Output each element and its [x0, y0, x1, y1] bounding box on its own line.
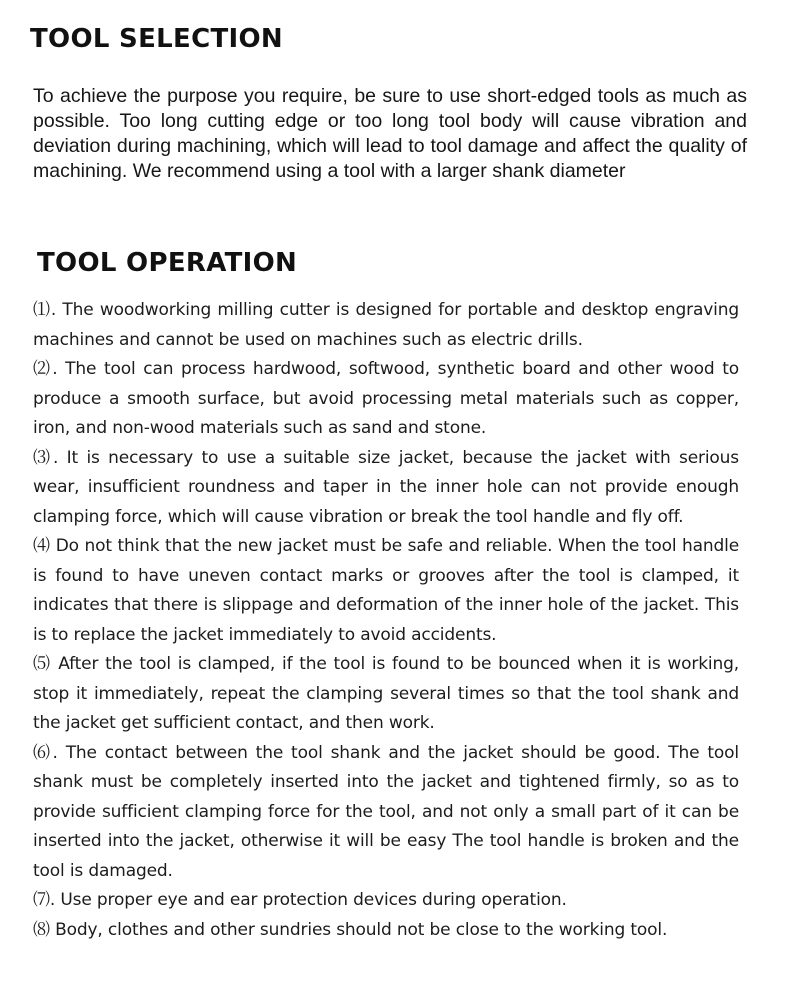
tool-operation-heading: TOOL OPERATION	[37, 248, 298, 278]
tool-selection-paragraph: To achieve the purpose you require, be sure to use short-edged tools as much as possible. Too long cutting edge or too long tool body will cause vibration and deviation during machining, which will lead to tool damage and affect the quality of machining. We recommend using a tool with a larger shank diameter	[33, 85, 747, 182]
tool-operation-list	[33, 296, 739, 945]
operation-item-1: ⑴. The woodworking milling cutter is designed for portable and desktop engraving machines and cannot be used on machines such as electric drills.	[33, 300, 739, 350]
operation-item-7: ⑺. Use proper eye and ear protection devices during operation.	[33, 890, 567, 910]
operation-item-4: ⑷ Do not think that the new jacket must be safe and reliable. When the tool handle is found to have uneven contact marks or grooves after the tool is clamped, it indicates that there is slippage and deformation of the inner hole of the jacket. This is to replace the jacket immediately to avoid accidents.	[33, 536, 739, 645]
operation-item-6: ⑹. The contact between the tool shank and the jacket should be good. The tool shank must be completely inserted into the jacket and tightened firmly, so as to provide sufficient clamping force for the tool, and not only a small part of it can be inserted into the jacket, otherwise it will be easy The tool handle is broken and the tool is damaged.	[33, 742, 739, 881]
operation-item-2: ⑵. The tool can process hardwood, softwood, synthetic board and other wood to produce a smooth surface, but avoid processing metal materials such as copper, iron, and non-wood materials such as sand and stone.	[33, 359, 739, 438]
operation-item-3: ⑶. It is necessary to use a suitable size jacket, because the jacket with serious wear, insufficient roundness and taper in the inner hole can not provide enough clamping force, which will cause vibration or break the tool handle and fly off.	[33, 447, 739, 527]
tool-selection-heading: TOOL SELECTION	[30, 24, 283, 54]
operation-item-8: ⑻ Body, clothes and other sundries should not be close to the working tool.	[33, 919, 668, 940]
operation-item-5: ⑸ After the tool is clamped, if the tool is found to be bounced when it is working, stop it immediately, repeat the clamping several times so that the tool shank and the jacket get sufficient contact, and then work.	[33, 654, 739, 733]
